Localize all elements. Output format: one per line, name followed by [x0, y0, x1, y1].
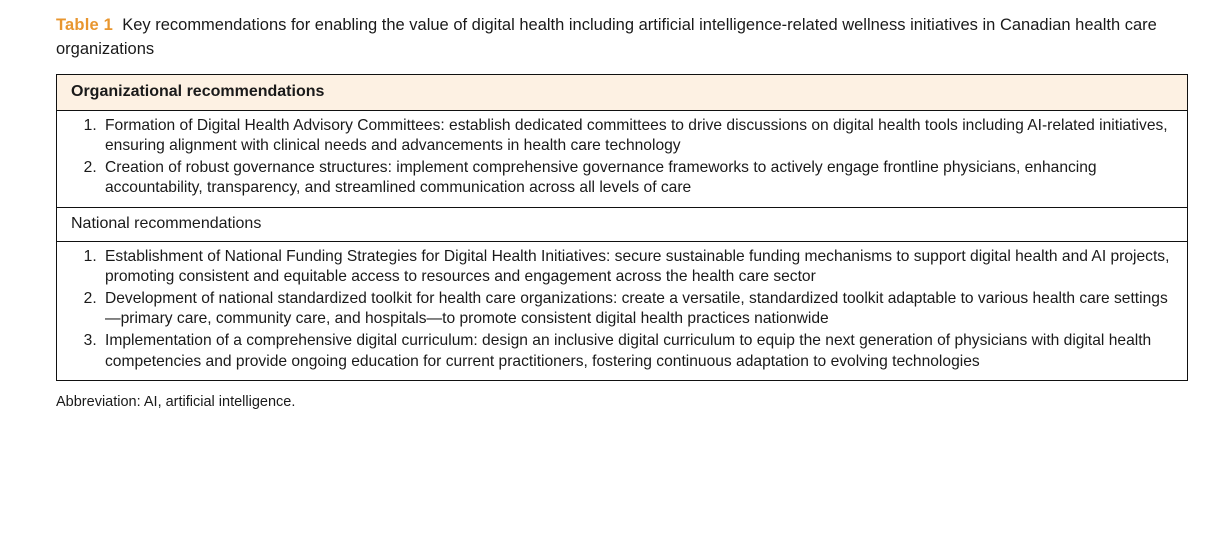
list-item: 1. Formation of Digital Health Advisory Committees: establish dedicated committees to drive discussions on digital health tools including AI-related initiatives, ensuring alignment with clinical needs and advancements in health care technology [101, 116, 1173, 157]
table-footnote: Abbreviation: AI, artificial intelligence. [56, 394, 296, 411]
caption-spacer [113, 16, 122, 34]
table-section-body-national [57, 242, 1187, 380]
list-item: 3. Implementation of a comprehensive digital curriculum: design an inclusive digital curriculum to equip the next generation of physicians with digital health competencies and provide ongoing education for current practitioners, fostering continuous adaptation to evolving technologies [101, 331, 1173, 372]
organizational-recommendations-list [71, 116, 1173, 199]
national-recommendations-list [71, 247, 1173, 372]
list-item: 1. Establishment of National Funding Strategies for Digital Health Initiatives: secure sustainable funding mechanisms to support digital health and AI projects, promoting consistent and equitable access to resources and engagement across the health care sector [101, 247, 1173, 288]
table-section-header-organizational: Organizational recommendations [57, 75, 1187, 111]
table-caption [52, 14, 1189, 62]
table-section-body-organizational [57, 111, 1187, 207]
table-title: Key recommendations for enabling the value of digital health including artificial intelligence-related wellness initiatives in Canadian health care organizations [56, 16, 1157, 58]
table-section-header-national: National recommendations [57, 207, 1187, 242]
table-label: Table 1 [56, 16, 114, 34]
list-item: 2. Creation of robust governance structures: implement comprehensive governance frameworks to actively engage frontline physicians, enhancing accountability, transparency, and streamlined communication across all levels of care [101, 158, 1173, 199]
list-item: 2. Development of national standardized toolkit for health care organizations: create a versatile, standardized toolkit adaptable to various health care settings—primary care, community care, and hospitals—to promote consistent digital health practices nationwide [101, 289, 1173, 330]
recommendations-table [56, 74, 1188, 381]
